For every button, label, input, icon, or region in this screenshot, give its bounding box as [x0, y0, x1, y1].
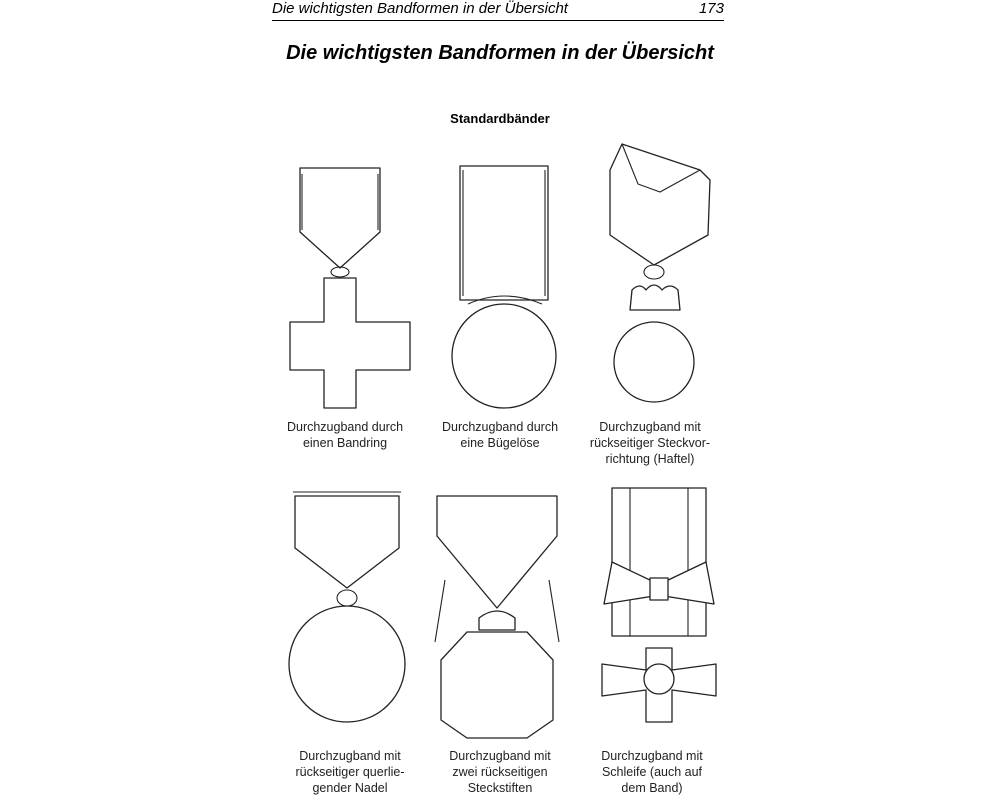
cross-center: [644, 664, 674, 694]
medal-cross-bandring: [280, 160, 420, 415]
bow-knot: [650, 578, 668, 600]
octagon-medal-drawing: [425, 492, 575, 740]
ribbon: [300, 168, 380, 268]
medal-crown-haftel: [600, 140, 720, 415]
medal-disc: [452, 304, 556, 408]
medal-round-buegeloese: [450, 160, 570, 415]
round-medal-drawing: [450, 160, 570, 415]
bow-medal-drawing: [590, 486, 730, 736]
page-title: Die wichtigsten Bandformen in der Übersicht: [286, 42, 714, 64]
running-header: [272, 0, 724, 21]
section-title: Standardbänder: [450, 111, 550, 126]
ribbon: [295, 496, 399, 588]
round-nadel-drawing: [285, 488, 415, 728]
caption-5: Durchzugband mit zwei rückseitigen Steckstiften: [449, 749, 551, 795]
caption-1: Durchzugband durch einen Bandring: [286, 420, 404, 450]
suspension: [479, 611, 515, 630]
medal-disc: [614, 322, 694, 402]
running-header-title: Die wichtigsten Bandformen in der Übersicht: [272, 0, 568, 17]
page-number: 173: [698, 0, 724, 17]
crown: [630, 285, 680, 310]
ring: [644, 265, 664, 279]
octagon: [441, 632, 553, 738]
cross: [290, 278, 410, 408]
medal-disc: [289, 606, 405, 722]
ribbon: [437, 496, 557, 608]
caption-3: Durchzugband mit rückseitiger Steckvor- richtung (Haftel): [589, 420, 711, 466]
crown-medal-drawing: [600, 140, 720, 415]
caption-4: Durchzugband mit rückseitiger querlie- gender Nadel: [295, 749, 405, 795]
ring: [337, 590, 357, 606]
medal-cross-schleife: [590, 486, 730, 736]
ribbon: [610, 144, 710, 265]
caption-6: Durchzugband mit Schleife (auch auf dem Band): [601, 749, 703, 795]
medal-round-nadel: [285, 488, 415, 728]
ribbon: [460, 166, 548, 300]
ribbon: [612, 488, 706, 636]
medal-octagon-steckstifte: [425, 492, 575, 740]
caption-2: Durchzugband durch eine Bügelöse: [441, 420, 559, 450]
cross-medal-drawing: [280, 160, 420, 415]
